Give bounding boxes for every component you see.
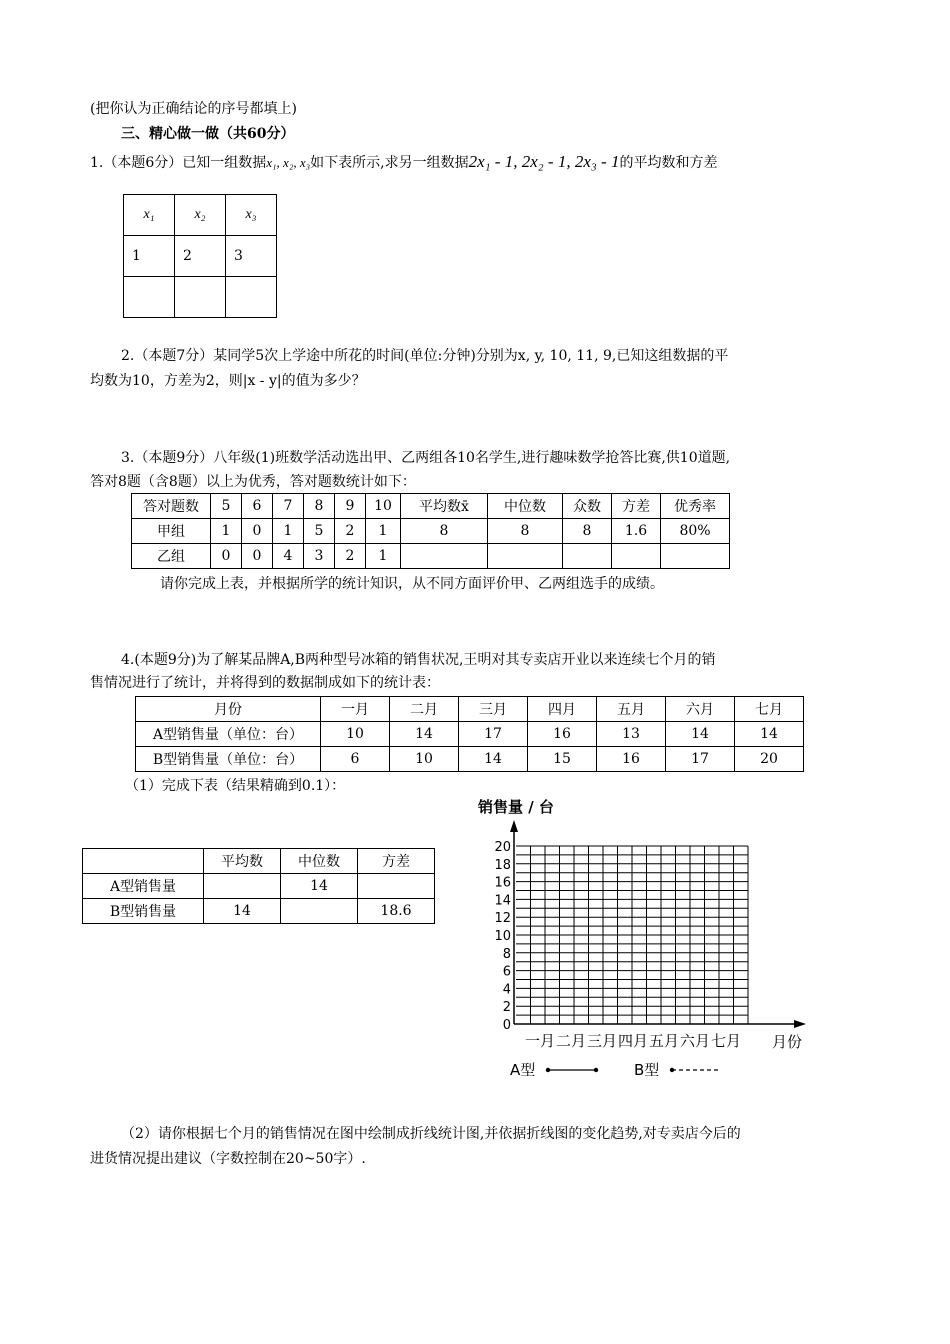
q1-vars: x₁, x₂, x₃ — [266, 155, 311, 170]
y-axis-label: 销售量 / 台 — [478, 798, 554, 816]
legend-dot-a — [594, 1068, 598, 1072]
q4-part2-line2: 进货情况提出建议（字数控制在20~50字）. — [90, 1151, 366, 1167]
y-tick-label: 8 — [502, 946, 511, 962]
q3-cell: 4 — [273, 544, 304, 569]
q4-header-cell: 五月 — [597, 697, 666, 722]
q1-cell: 1 — [124, 236, 175, 277]
q4-summary-cell — [83, 849, 204, 874]
q1-middle: 如下表所示,求另一组数据 — [310, 155, 469, 171]
q4-cell: A型销售量（单位：台） — [136, 722, 321, 747]
q4-cell: 16 — [597, 747, 666, 772]
q4-summary-cell: 18.6 — [358, 899, 435, 924]
q4-row-a — [136, 722, 804, 747]
q2-line1: 2.（本题7分）某同学5次上学途中所花的时间(单位:分钟)分别为x, y, 10, 11, 9,已知这组数据的平 — [121, 348, 729, 364]
q4-header-cell: 三月 — [459, 697, 528, 722]
q3-blank-cell[interactable] — [563, 544, 612, 569]
y-axis-arrow — [510, 820, 518, 832]
q3-cell: 0 — [242, 519, 273, 544]
q3-cell: 1 — [366, 519, 401, 544]
q3-cell: 8 — [563, 519, 612, 544]
q4-header-cell: 月份 — [136, 697, 321, 722]
q4-header-cell: 七月 — [735, 697, 804, 722]
q3-table — [131, 493, 730, 569]
q4-header-row — [136, 697, 804, 722]
y-tick-label: 2 — [502, 1000, 511, 1016]
q4-cell: 14 — [735, 722, 804, 747]
legend-dot-a — [546, 1068, 550, 1072]
y-tick-label: 20 — [494, 840, 511, 855]
q3-header-cell: 平均数x̄ — [401, 494, 488, 519]
q3-header-cell: 5 — [211, 494, 242, 519]
q4-header-cell: 二月 — [390, 697, 459, 722]
q4-cell: 14 — [390, 722, 459, 747]
y-tick-label: 6 — [502, 964, 511, 980]
q4-line1: 4.(本题9分)为了解某品牌A,B两种型号冰箱的销售状况,王明对其专卖店开业以来连续七个月的销 — [121, 652, 716, 668]
q3-header-cell: 7 — [273, 494, 304, 519]
q4-cell: 10 — [390, 747, 459, 772]
q3-header-row — [132, 494, 730, 519]
q3-cell: 80% — [661, 519, 730, 544]
x-tick-label: 五月 — [648, 1032, 680, 1050]
q1-header-cell: x₃ — [226, 195, 277, 236]
q3-header-cell: 众数 — [563, 494, 612, 519]
q3-cell: 5 — [304, 519, 335, 544]
q3-header-cell: 9 — [335, 494, 366, 519]
q1-blank-cell[interactable] — [175, 277, 226, 318]
q4-sales-table — [135, 696, 804, 772]
sales-line-chart[interactable] — [470, 790, 820, 1080]
q3-header-cell: 6 — [242, 494, 273, 519]
x-tick-label: 四月 — [617, 1032, 649, 1050]
q4-summary-blank[interactable] — [204, 874, 281, 899]
q3-followup: 请你完成上表，并根据所学的统计知识，从不同方面评价甲、乙两组选手的成绩。 — [160, 576, 664, 592]
q3-header-cell: 优秀率 — [661, 494, 730, 519]
q3-cell: 2 — [335, 544, 366, 569]
q4-summary-cell: A型销售量 — [83, 874, 204, 899]
q1-suffix: 的平均数和方差 — [619, 155, 718, 171]
q3-blank-cell[interactable] — [488, 544, 563, 569]
q4-cell: 14 — [459, 747, 528, 772]
q3-header-cell: 10 — [366, 494, 401, 519]
q3-cell: 1 — [366, 544, 401, 569]
q3-cell: 乙组 — [132, 544, 211, 569]
x-tick-label: 一月 — [524, 1032, 556, 1050]
q4-header-cell: 四月 — [528, 697, 597, 722]
q4-summary-cell: 方差 — [358, 849, 435, 874]
q3-row-yi — [132, 544, 730, 569]
q3-cell: 0 — [211, 544, 242, 569]
q3-line1: 3.（本题9分）八年级(1)班数学活动选出甲、乙两组各10名学生,进行趣味数学抢答比赛,供10道题, — [121, 450, 731, 466]
q3-cell: 2 — [335, 519, 366, 544]
q4-summary-table — [82, 848, 435, 924]
q1-text — [90, 152, 717, 173]
q1-expr: 2x₁ - 1, 2x₂ - 1, 2x₃ - 1 — [468, 152, 620, 171]
q4-cell: 10 — [321, 722, 390, 747]
q3-blank-cell[interactable] — [661, 544, 730, 569]
y-tick-label: 12 — [494, 911, 511, 927]
q4-line2: 售情况进行了统计，并将得到的数据制成如下的统计表： — [90, 675, 440, 691]
q4-summary-blank[interactable] — [281, 899, 358, 924]
q3-cell: 1 — [273, 519, 304, 544]
q3-header-cell: 方差 — [612, 494, 661, 519]
q1-blank-cell[interactable] — [124, 277, 175, 318]
y-tick-label: 0 — [502, 1018, 511, 1033]
legend-label-b: B型 — [634, 1061, 660, 1079]
q4-summary-header — [83, 849, 435, 874]
q1-cell: 3 — [226, 236, 277, 277]
y-tick-label: 4 — [502, 982, 511, 998]
q4-part1: （1）完成下表（结果精确到0.1）： — [125, 778, 346, 794]
q4-summary-row-a — [83, 874, 435, 899]
q4-cell: 17 — [459, 722, 528, 747]
q4-cell: 6 — [321, 747, 390, 772]
q4-cell: 17 — [666, 747, 735, 772]
q3-cell: 1 — [211, 519, 242, 544]
q4-part2-line1: （2）请你根据七个月的销售情况在图中绘制成折线统计图,并依据折线图的变化趋势,对专卖店今后的 — [121, 1126, 741, 1142]
q4-row-b — [136, 747, 804, 772]
y-tick-label: 14 — [494, 893, 511, 909]
q3-cell: 0 — [242, 544, 273, 569]
q4-header-cell: 六月 — [666, 697, 735, 722]
x-tick-label: 六月 — [679, 1032, 711, 1050]
q4-cell: 16 — [528, 722, 597, 747]
x-tick-label: 三月 — [586, 1032, 618, 1050]
q3-header-cell: 中位数 — [488, 494, 563, 519]
y-tick-label: 16 — [494, 875, 511, 891]
q4-summary-cell: 14 — [281, 874, 358, 899]
q4-cell: 13 — [597, 722, 666, 747]
q4-header-cell: 一月 — [321, 697, 390, 722]
q4-cell: 15 — [528, 747, 597, 772]
q3-header-cell: 答对题数 — [132, 494, 211, 519]
section-title: 三、精心做一做（共60分） — [121, 126, 295, 142]
legend-label-a: A型 — [510, 1061, 536, 1079]
q3-cell: 8 — [401, 519, 488, 544]
q4-cell: 20 — [735, 747, 804, 772]
q4-summary-blank[interactable] — [358, 874, 435, 899]
q1-table — [123, 194, 277, 318]
x-axis-label: 月份 — [771, 1033, 803, 1051]
q3-line2: 答对8题（含8题）以上为优秀，答对题数统计如下： — [90, 474, 416, 490]
q3-row-jia — [132, 519, 730, 544]
x-tick-label: 七月 — [710, 1032, 742, 1050]
q4-summary-cell: 平均数 — [204, 849, 281, 874]
x-tick-label: 二月 — [555, 1032, 587, 1050]
intro-note: (把你认为正确结论的序号都填上) — [90, 101, 297, 117]
q3-header-cell: 8 — [304, 494, 335, 519]
q3-blank-cell[interactable] — [612, 544, 661, 569]
x-axis-arrow — [794, 1020, 806, 1028]
q2-line2: 均数为10，方差为2，则|x - y|的值为多少？ — [90, 373, 366, 389]
q1-cell: 2 — [175, 236, 226, 277]
q3-cell: 3 — [304, 544, 335, 569]
q4-cell: 14 — [666, 722, 735, 747]
q1-blank-cell[interactable] — [226, 277, 277, 318]
q3-cell: 8 — [488, 519, 563, 544]
y-tick-label: 18 — [494, 857, 511, 873]
q3-blank-cell[interactable] — [401, 544, 488, 569]
q3-cell: 1.6 — [612, 519, 661, 544]
y-tick-label: 10 — [494, 929, 511, 944]
q4-summary-row-b — [83, 899, 435, 924]
q4-cell: B型销售量（单位：台） — [136, 747, 321, 772]
q1-header-cell: x₂ — [175, 195, 226, 236]
q4-summary-cell: 中位数 — [281, 849, 358, 874]
legend-dot-b — [670, 1068, 674, 1072]
q4-summary-cell: 14 — [204, 899, 281, 924]
q4-summary-cell: B型销售量 — [83, 899, 204, 924]
q1-prefix: 1.（本题6分）已知一组数据 — [90, 155, 267, 171]
q1-header-cell: x₁ — [124, 195, 175, 236]
q3-cell: 甲组 — [132, 519, 211, 544]
